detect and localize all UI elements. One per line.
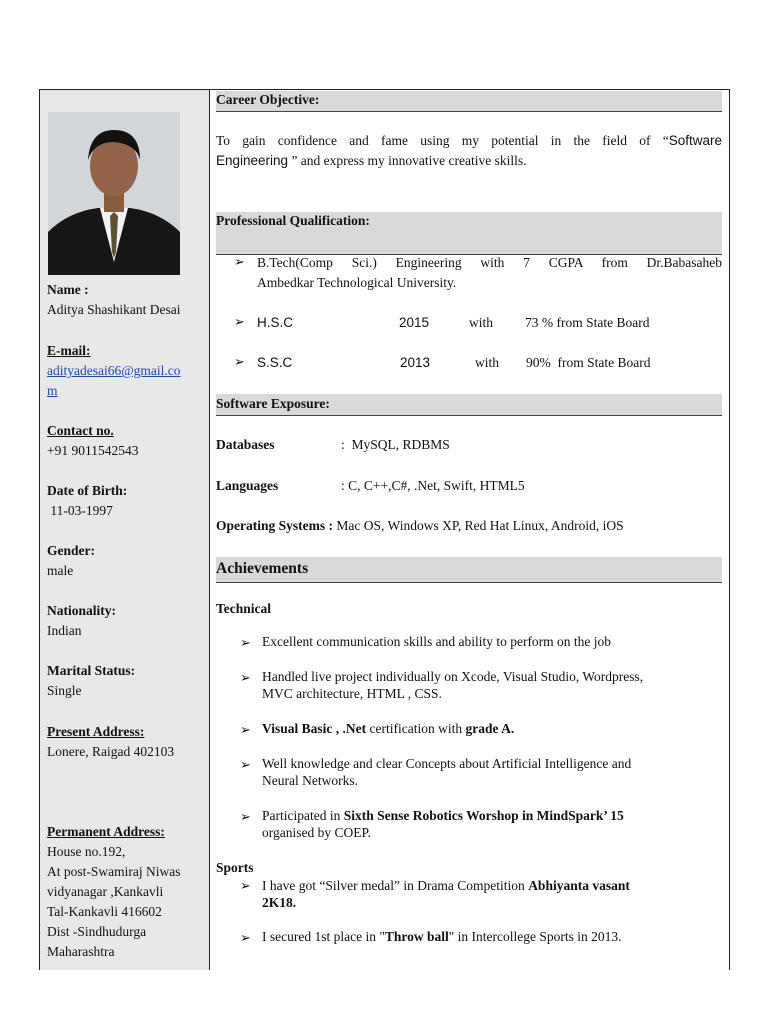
hsc-year: 2015: [399, 315, 430, 330]
marital-value: Single: [47, 683, 82, 698]
present-address-value: Lonere, Raigad 402103: [47, 744, 175, 759]
marital-section: [47, 661, 207, 701]
achievement-sports-2: I secured 1st place in "Throw ball" in Intercollege Sports in 2013.: [262, 929, 622, 944]
dob-section: [47, 481, 207, 521]
achievement-technical-1: Excellent communication skills and ability to perform on the job: [262, 634, 612, 649]
main-content-column: [216, 90, 722, 970]
gender-section: [47, 541, 207, 581]
name-section: [47, 280, 207, 320]
gender-value: male: [47, 563, 74, 578]
achievement-sports-1: I have got “Silver medal” in Drama Competition Abhiyanta vasant 2K18.: [262, 878, 630, 910]
languages-label: Languages: [216, 478, 279, 493]
profile-photo: [48, 112, 180, 275]
sports-label: Sports: [216, 860, 254, 875]
email-link[interactable]: adityadesai66@gmail.co m: [47, 363, 181, 398]
software-exposure-heading: Software Exposure:: [216, 394, 722, 416]
permanent-address-section: [47, 822, 207, 962]
ssc-year: 2013: [400, 355, 431, 370]
achievement-technical-5: Participated in Sixth Sense Robotics Worshop in MindSpark’ 15 organised by COEP.: [262, 808, 624, 840]
email-label: E-mail:: [47, 343, 91, 358]
contact-label: Contact no.: [47, 423, 114, 438]
operating-systems-row: Operating Systems : Mac OS, Windows XP, Red Hat Linux, Android, iOS: [216, 518, 624, 533]
hsc-with: with: [469, 315, 494, 330]
databases-label: Databases: [216, 437, 275, 452]
bullet-icon: ➢: [240, 878, 251, 893]
hsc-name: H.S.C: [257, 315, 294, 330]
permanent-address-line: Tal-Kankavli 416602: [47, 904, 162, 919]
bullet-icon: ➢: [240, 757, 251, 772]
marital-label: Marital Status:: [47, 663, 136, 678]
ssc-with: with: [475, 355, 500, 370]
achievements-heading: Achievements: [216, 557, 722, 583]
permanent-address-line: vidyanagar ,Kankavli: [47, 884, 164, 899]
contact-section: [47, 421, 207, 461]
achievement-technical-2: Handled live project individually on Xcode, Visual Studio, Wordpress, MVC architecture, HTML , CSS.: [262, 669, 644, 701]
nationality-value: Indian: [47, 623, 82, 638]
achievement-technical-4: Well knowledge and clear Concepts about Artificial Intelligence and Neural Networks.: [262, 756, 632, 788]
present-address-section: [47, 722, 207, 762]
btech-qualification: B.Tech(Comp Sci.) Engineering with 7 CGPA from Dr.Babasaheb Ambedkar Technological University.: [257, 255, 722, 290]
hsc-result: 73 % from State Board: [525, 315, 650, 330]
bullet-icon: ➢: [240, 722, 251, 737]
present-address-label: Present Address:: [47, 724, 145, 739]
bullet-icon: ➢: [234, 254, 245, 269]
permanent-address-line: Maharashtra: [47, 944, 115, 959]
languages-value: : C, C++,C#, .Net, Swift, HTML5: [341, 478, 525, 493]
permanent-address-line: House no.192,: [47, 844, 126, 859]
professional-qualification-heading: Professional Qualification:: [216, 212, 722, 255]
databases-value: : MySQL, RDBMS: [341, 437, 450, 452]
achievement-technical-3: Visual Basic , .Net certification with grade A.: [262, 721, 515, 736]
career-objective-text: To gain confidence and fame using my potential in the field of “Software Engineering ” and express my innovative creative skills.: [216, 133, 722, 168]
permanent-address-line: Dist -Sindhudurga: [47, 924, 147, 939]
name-label: Name :: [47, 282, 89, 297]
dob-value: 11-03-1997: [47, 503, 113, 518]
resume-frame: [39, 89, 730, 970]
ssc-result: 90% from State Board: [526, 355, 651, 370]
career-objective-heading: Career Objective:: [216, 91, 722, 112]
nationality-section: [47, 601, 207, 641]
dob-label: Date of Birth:: [47, 483, 128, 498]
bullet-icon: ➢: [240, 635, 251, 650]
bullet-icon: ➢: [240, 930, 251, 945]
technical-label: Technical: [216, 601, 272, 616]
bullet-icon: ➢: [240, 670, 251, 685]
gender-label: Gender:: [47, 543, 95, 558]
personal-details-column: [40, 90, 210, 970]
bullet-icon: ➢: [234, 314, 245, 329]
contact-value: +91 9011542543: [47, 443, 139, 458]
permanent-address-line: At post-Swamiraj Niwas: [47, 864, 181, 879]
bullet-icon: ➢: [234, 354, 245, 369]
nationality-label: Nationality:: [47, 603, 116, 618]
ssc-name: S.S.C: [257, 355, 293, 370]
permanent-address-label: Permanent Address:: [47, 824, 165, 839]
name-value: Aditya Shashikant Desai: [47, 302, 181, 317]
bullet-icon: ➢: [240, 809, 251, 824]
email-section: [47, 341, 207, 401]
